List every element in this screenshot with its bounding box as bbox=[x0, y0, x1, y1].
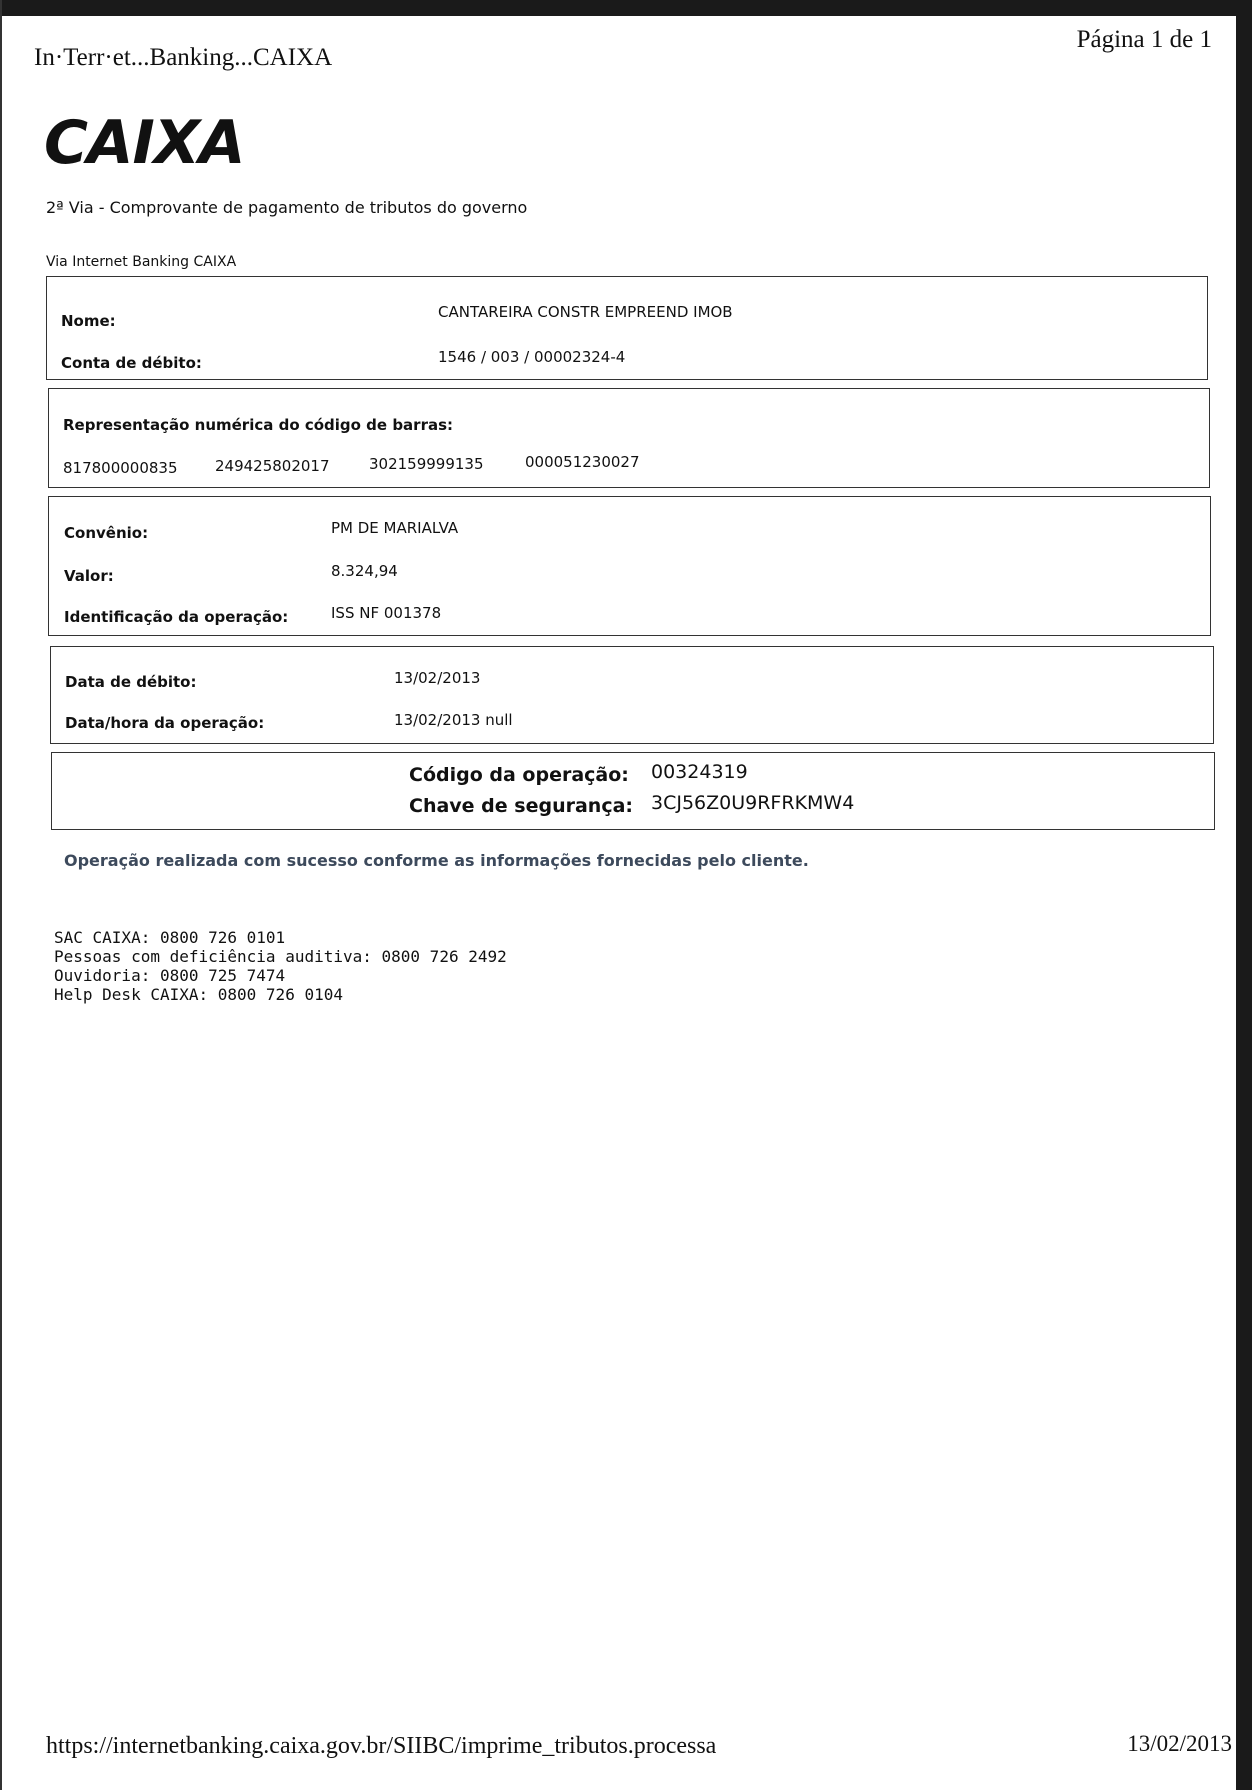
operation-id-label: Identificação da operação: bbox=[64, 608, 289, 626]
barcode-group: 817800000835 bbox=[63, 459, 178, 477]
barcode-box bbox=[48, 388, 1210, 488]
contact-line: SAC CAIXA: 0800 726 0101 bbox=[54, 928, 286, 947]
scan-border-right bbox=[1236, 0, 1252, 1790]
footer-print-date: 13/02/2013 bbox=[1127, 1731, 1232, 1756]
browser-title: In·Terr·et...Banking...CAIXA bbox=[34, 44, 333, 71]
agreement-label: Convênio: bbox=[64, 524, 149, 542]
page-count: Página 1 de 1 bbox=[1076, 26, 1212, 53]
operation-code-label: Código da operação: bbox=[409, 764, 629, 786]
footer-url: https://internetbanking.caixa.gov.br/SIIBC/imprime_tributos.processa bbox=[46, 1733, 717, 1759]
channel-text: Via Internet Banking CAIXA bbox=[46, 254, 237, 270]
scan-border-left bbox=[0, 0, 2, 1790]
debit-account-value: 1546 / 003 / 00002324-4 bbox=[438, 348, 626, 366]
debit-account-label: Conta de débito: bbox=[61, 354, 202, 372]
barcode-group: 249425802017 bbox=[215, 457, 330, 475]
operation-datetime-label: Data/hora da operação: bbox=[65, 714, 265, 732]
contact-line: Help Desk CAIXA: 0800 726 0104 bbox=[54, 985, 343, 1004]
amount-label: Valor: bbox=[64, 567, 114, 585]
barcode-group: 302159999135 bbox=[369, 455, 484, 473]
debit-date-value: 13/02/2013 bbox=[394, 669, 481, 687]
dates-box bbox=[50, 646, 1214, 744]
document-subtitle: 2ª Via - Comprovante de pagamento de tributos do governo bbox=[46, 198, 528, 217]
caixa-logo: CAIXA bbox=[44, 108, 245, 178]
operation-datetime-value: 13/02/2013 null bbox=[394, 711, 513, 729]
operation-code-value: 00324319 bbox=[651, 761, 748, 783]
agreement-value: PM DE MARIALVA bbox=[331, 519, 459, 537]
scan-border-top bbox=[0, 0, 1252, 16]
payment-box bbox=[48, 496, 1211, 636]
operation-box bbox=[51, 752, 1215, 830]
security-key-label: Chave de segurança: bbox=[409, 795, 634, 817]
contact-line: Pessoas com deficiência auditiva: 0800 726 2492 bbox=[54, 947, 507, 966]
barcode-group: 000051230027 bbox=[525, 453, 640, 471]
contact-line: Ouvidoria: 0800 725 7474 bbox=[54, 966, 286, 985]
name-label: Nome: bbox=[61, 312, 116, 330]
success-message: Operação realizada com sucesso conforme as informações fornecidas pelo cliente. bbox=[64, 851, 809, 870]
operation-id-value: ISS NF 001378 bbox=[331, 604, 442, 622]
debit-date-label: Data de débito: bbox=[65, 673, 197, 691]
name-value: CANTAREIRA CONSTR EMPREEND IMOB bbox=[438, 303, 733, 321]
account-box bbox=[46, 276, 1208, 380]
security-key-value: 3CJ56Z0U9RFRKMW4 bbox=[651, 792, 855, 814]
amount-value: 8.324,94 bbox=[331, 562, 398, 580]
contacts-block bbox=[54, 928, 507, 1004]
barcode-label: Representação numérica do código de barras: bbox=[63, 416, 454, 434]
